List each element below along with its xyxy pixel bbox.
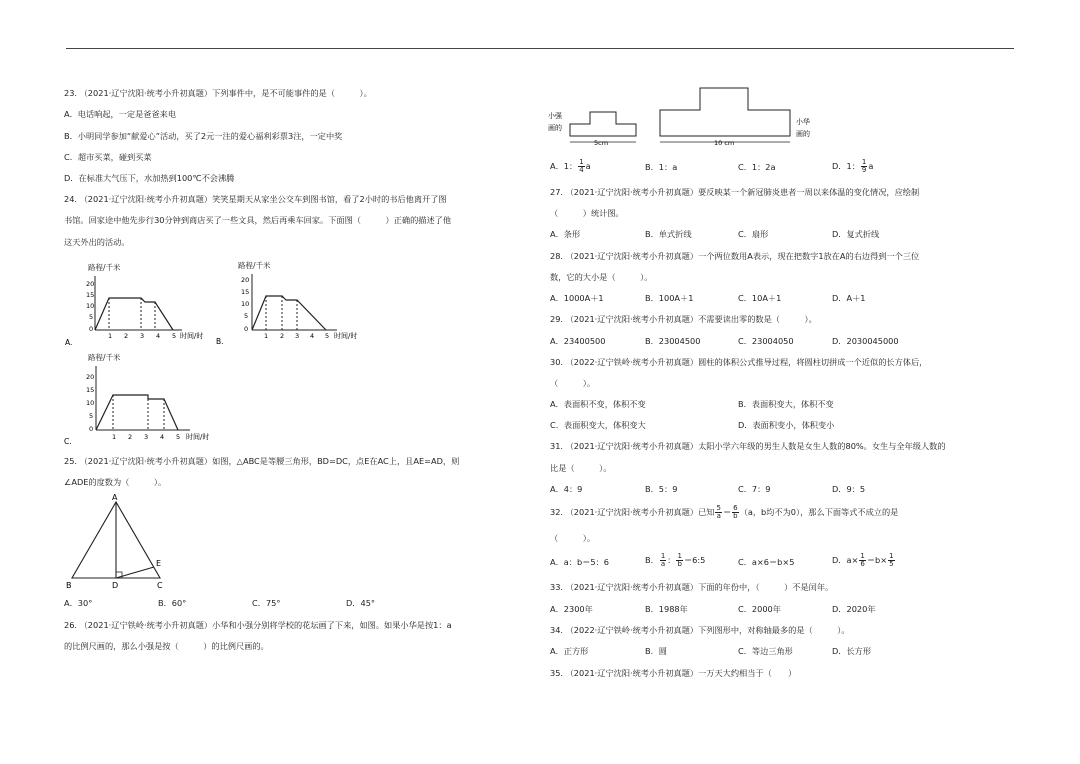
q34-option-a: A．正方形 [550,646,589,656]
graph-c-label: C. [64,437,72,445]
q29-option-a: A．23400500 [550,336,606,346]
graph-c-xtick: 3 [144,433,149,441]
graph-a-ytick: 0 [89,325,94,333]
q25-option-c: C．75° [252,598,281,608]
q24-graph-a [62,258,212,348]
q25-option-a: A．30° [64,598,93,608]
q31-line1: 31. （2021·辽宁沈阳·统考小升初真题）太阳小学六年级的男生人数是女生人数的80%。女生与全年级人数的 [550,441,946,451]
graph-b-ytick: 0 [244,325,249,333]
q33-option-c: C．2000年 [738,604,781,614]
q24-line2: 书馆。回家途中他先步行30分钟到商店买了一些文具，然后再乘车回家。下面图（ ）正确的描述了他 [64,215,452,225]
graph-b-ylabel: 路程/千米 [238,261,271,270]
q31-option-b: B．5：9 [645,484,678,494]
q32-line2: （ ）。 [550,533,596,543]
point-label: E [156,559,162,568]
q32-option-a: A．a：b＝5：6 [550,557,609,567]
q26-option-a: A．1： $\frac{1}{4}$ a [550,158,591,174]
q23-stem: 23. （2021·辽宁沈阳·统考小升初真题）下列事件中，是不可能事件的是（ ）。 [64,88,372,98]
graph-c-ytick: 5 [89,412,94,420]
q24-graph-c [62,350,232,445]
q34-option-d: D．长方形 [832,646,872,656]
q24-line1: 24. （2021·辽宁沈阳·统考小升初真题）笑笑星期天从家坐公交车到图书馆，看了2小时的书后他离开了图 [64,194,447,204]
left-fig-label: 小强 [548,112,562,120]
q32-option-d: D．a× $\frac{1}{6}$ ＝b× $\frac{1}{5}$ [832,552,894,568]
q30-option-b: B．表面积变大，体积不变 [738,399,834,409]
graph-b-ytick: 10 [241,300,250,308]
graph-b-xtick: 1 [264,332,269,340]
q24-line3: 这天外出的活动。 [64,237,130,247]
graph-b-xtick: 3 [295,332,300,340]
graph-a-ylabel: 路程/千米 [88,263,121,272]
q27-option-b: B．单式折线 [645,229,692,239]
point-label: C [157,581,163,590]
graph-a-xtick: 5 [172,332,177,340]
q33-option-a: A．2300年 [550,604,593,614]
q28-option-d: D．A＋1 [832,293,866,303]
graph-a-ytick: 10 [86,302,95,310]
q32-line1: 32. （2021·辽宁沈阳·统考小升初真题）已知 $\frac{5}{a}$ ＝ $\frac{6}{b}$ （a，b均不为0），那么下面等式不成立的是 [550,504,899,520]
graph-a-ytick: 20 [86,280,95,288]
right-fig-label: 画的 [796,130,810,138]
q28-option-c: C．10A＋1 [738,293,782,303]
graph-a-xtick: 3 [140,332,145,340]
q26-figure [548,84,828,150]
graph-c-ytick: 0 [89,425,94,433]
graph-c-ytick: 15 [86,386,95,394]
graph-b-xtick: 2 [280,332,285,340]
q28-option-a: A．1000A＋1 [550,293,604,303]
graph-c-xtick: 2 [128,433,133,441]
q27-option-d: D．复式折线 [832,229,880,239]
q27-line2: （ ）统计图。 [550,208,624,218]
q29-option-b: B．23004500 [645,336,701,346]
left-fig-dim: 5cm [594,139,609,147]
q26-option-c: C．1：2a [738,162,776,172]
q24-graph-b [212,258,372,348]
q30-option-c: C．表面积变大，体积变大 [550,420,646,430]
point-label: A [112,493,118,502]
graph-c-xtick: 1 [112,433,117,441]
q31-line2: 比是（ ）。 [550,463,612,473]
q30-option-a: A．表面积不变，体积不变 [550,399,646,409]
q27-line1: 27. （2021·辽宁沈阳·统考小升初真题）要反映某一个新冠肺炎患者一周以来体温的变化情况，应绘制 [550,187,920,197]
graph-a-path [95,298,173,330]
graph-c-ytick: 10 [86,399,95,407]
q29-stem: 29. （2021·辽宁沈阳·统考小升初真题）不需要读出零的数是（ ）。 [550,314,817,324]
graph-b-xtick: 4 [310,332,315,340]
header-rule [66,48,1014,49]
q25-option-b: B．60° [158,598,187,608]
point-label: B [66,581,72,590]
q23-option-a: A．电话响起，一定是爸爸来电 [64,109,177,119]
graph-c-ylabel: 路程/千米 [88,353,121,362]
graph-a-label: A. [65,338,73,347]
q30-line2: （ ）。 [550,378,596,388]
q28-line1: 28. （2021·辽宁沈阳·统考小升初真题）一个两位数用A表示，现在把数字1放在A的右边得到一个三位 [550,251,920,261]
graph-c-xtick: 5 [176,433,181,441]
point-label: D [112,581,119,590]
q29-option-c: C．23004050 [738,336,794,346]
q25-option-d: D．45° [346,598,376,608]
graph-b-ytick: 20 [241,276,250,284]
graph-b-path [252,296,326,330]
graph-c-ytick: 20 [86,373,95,381]
q34-stem: 34. （2022·辽宁铁岭·统考小升初真题）下列图形中，对称轴最多的是（ ）。 [550,625,850,635]
graph-a-xtick: 4 [156,332,161,340]
graph-b-ytick: 15 [241,288,250,296]
q31-option-d: D．9：5 [832,484,866,494]
q33-stem: 33. （2021·辽宁沈阳·统考小升初真题）下面的年份中，（ ）不是闰年。 [550,582,834,592]
q26-line1: 26. （2021·辽宁铁岭·统考小升初真题）小华和小强分别将学校的花坛画了下来，如图。如果小华是按1：a [64,620,452,630]
graph-a-xtick: 1 [108,332,113,340]
q26-line2: 的比例尺画的，那么小强是按（ ）的比例尺画的。 [64,641,269,651]
q25-line1: 25. （2021·辽宁沈阳·统考小升初真题）如图，△ABC是等腰三角形，BD=DC，点E在AC上，且AE=AD，则 [64,456,460,466]
q23-option-c: C．超市买菜，碰到买菜 [64,152,152,162]
q34-option-b: B．圆 [645,646,667,656]
graph-b-label: B. [216,337,224,346]
graph-c-xlabel: 时间/时 [186,433,210,441]
q31-option-c: C．7：9 [738,484,771,494]
q35-stem: 35. （2021·辽宁沈阳·统考小升初真题）一万天大约相当于（ ） [550,668,797,678]
graph-b-ytick: 5 [244,312,249,320]
graph-c-xtick: 4 [160,433,165,441]
graph-a-xtick: 2 [124,332,129,340]
q26-option-d: D．1： $\frac{1}{9}$ a [832,158,874,174]
q25-triangle [60,490,180,590]
q29-option-d: D．2030045000 [832,336,899,346]
q28-option-b: B．100A＋1 [645,293,694,303]
q27-option-a: A．条形 [550,229,581,239]
q34-option-c: C．等边三角形 [738,646,793,656]
q23-option-b: B．小明同学参加“献爱心”活动，买了2元一注的爱心福利彩票3注，一定中奖 [64,131,343,141]
right-fig-label: 小华 [796,118,810,126]
graph-c-path [96,395,178,430]
q32-option-b: B． $\frac{1}{a}$ ： $\frac{1}{b}$ ＝6:5 [645,552,706,568]
q27-option-c: C．扇形 [738,229,769,239]
graph-b-xlabel: 时间/时 [334,332,358,340]
q33-option-d: D．2020年 [832,604,876,614]
q28-line2: 数，它的大小是（ ）。 [550,272,653,282]
graph-b-xtick: 5 [325,332,330,340]
graph-a-xlabel: 时间/时 [180,332,204,340]
graph-a-ytick: 5 [89,313,94,321]
q26-option-b: B．1：a [645,162,678,172]
q23-option-d: D．在标准大气压下，水加热到100℃不会沸腾 [64,173,235,183]
graph-a-ytick: 15 [86,291,95,299]
q30-line1: 30. （2022·辽宁铁岭·统考小升初真题）圆柱的体积公式推导过程，将圆柱切拼成一个近似的长方体后， [550,357,928,367]
q31-option-a: A．4：9 [550,484,583,494]
q33-option-b: B．1988年 [645,604,688,614]
right-fig-dim: 10 cm [714,139,735,147]
q25-line2: ∠ADE的度数为（ ）。 [64,477,167,487]
q30-option-d: D．表面积变小，体积变小 [738,420,835,430]
left-fig-label: 画的 [548,124,562,132]
q32-option-c: C．a×6＝b×5 [738,557,795,567]
